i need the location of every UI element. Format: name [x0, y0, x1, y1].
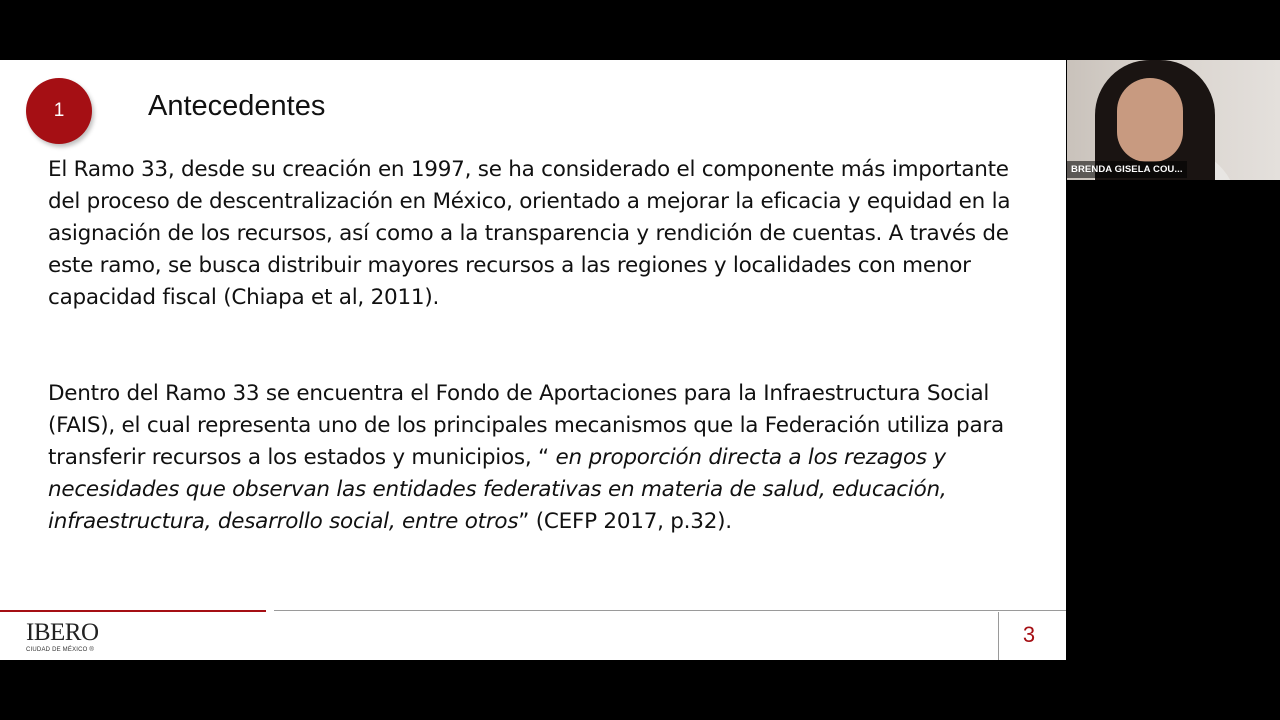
paragraph-ramo33: El Ramo 33, desde su creación en 1997, se ha considerado el componente más importante del proceso de descentralización en México, orientado a mejorar la eficacia y equidad en la asignación de los recursos, así como a la transparencia y rendición de cuentas. A través de este ramo, se busca distribuir mayores recursos a las regiones y localidades con menor capacidad fiscal (Chiapa et al, 2011).: [48, 157, 1011, 310]
paragraph-fais: [48, 378, 1038, 538]
participant-video-tile[interactable]: [1067, 60, 1280, 180]
section-number-badge: 1: [26, 78, 92, 144]
paragraph-fais-end: ” (CEFP 2017, p.32).: [518, 509, 732, 534]
logo-wordmark: IBERO: [26, 619, 99, 646]
footer-gray-line: [274, 610, 1066, 611]
participant-face: [1117, 78, 1183, 162]
footer-red-line: [0, 610, 266, 612]
logo-subtitle: CIUDAD DE MÉXICO ®: [26, 647, 95, 653]
footer-divider: [998, 612, 999, 660]
slide-title: Antecedentes: [148, 90, 326, 122]
paragraph-fais-start: Dentro del Ramo 33 se encuentra el Fondo de Aportaciones para la Infraestructura Social (FAIS), el cual representa uno de los principales mecanismos que la Federación utiliza para transferir recursos a los estados y municipios, “: [48, 381, 1004, 470]
presentation-slide: [0, 60, 1066, 660]
participant-name-tag: BRENDA GISELA COU...: [1067, 161, 1187, 178]
ibero-logo: [26, 620, 99, 653]
page-number: 3: [1022, 622, 1036, 647]
paragraph-fais-quote: en proporción directa a los rezagos y necesidades que observan las entidades federativas en materia de salud, educación, infraestructura, desarrollo social, entre otros: [48, 445, 947, 534]
